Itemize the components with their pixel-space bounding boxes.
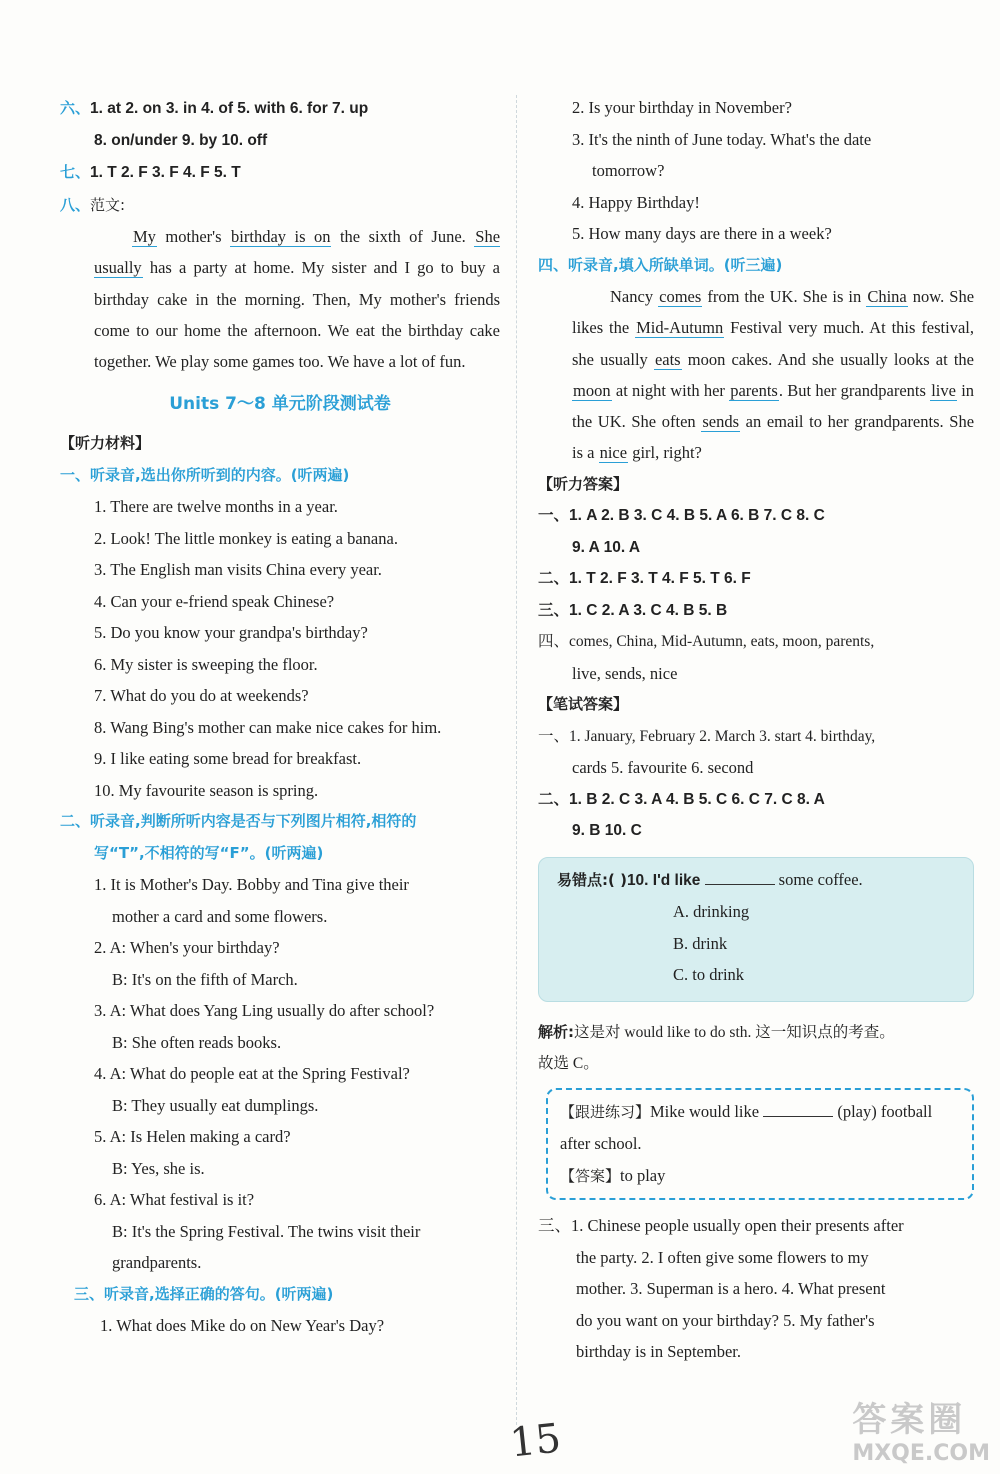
part4-heading: 四、听录音,填入所缺单词。(听三遍) (538, 255, 783, 274)
answer-row: the party. 2. I often give some flowers to my (576, 1247, 869, 1267)
list-item: 5. A: Is Helen making a card? (94, 1127, 291, 1147)
analysis-cont: 故选 C。 (538, 1055, 599, 1073)
part3-heading: 三、听录音,选择正确的答句。(听两遍) (74, 1284, 334, 1303)
list-item: 2. A: When's your birthday? (94, 938, 280, 958)
list-item: 5. Do you know your grandpa's birthday? (94, 623, 368, 643)
part2-heading-cont: 写“T”,不相符的写“F”。(听两遍) (94, 843, 324, 862)
list-item: 6. My sister is sweeping the floor. (94, 654, 318, 674)
follow-up-box: 【跟进练习】Mike would like (play) football after school. 【答案】to play (546, 1088, 974, 1201)
answer-row: birthday is in September. (576, 1342, 741, 1362)
list-item: 8. Wang Bing's mother can make nice cakes for him. (94, 717, 442, 737)
list-item: 3. It's the ninth of June today. What's the date (572, 129, 872, 149)
tip-label: 易错点:( ) (557, 870, 627, 889)
list-item: 10. My favourite season is spring. (94, 780, 319, 800)
list-item: 3. A: What does Yang Ling usually do after school? (94, 1001, 435, 1021)
list-item: 1. There are twelve months in a year. (94, 497, 338, 517)
answer-row: 三、1. Chinese people usually open their presents after (538, 1216, 904, 1236)
list-item: 4. Happy Birthday! (572, 192, 700, 212)
cloze-passage: Nancy comes from the UK. She is in China now. She likes the Mid-Autumn Festival very much. At this festival, she usually eats moon cakes. And she usually looks at the moon at night with her parents. But her grandparents live in the UK. She often sends an email to her grandparents. She is a nice girl, right? (572, 287, 975, 463)
answer-row: mother. 3. Superman is a hero. 4. What present (576, 1279, 886, 1299)
written-answers-label: 【笔试答案】 (538, 695, 629, 714)
list-item: 1. It is Mother's Day. Bobby and Tina give their (94, 875, 409, 895)
model-essay: My mother's birthday is on the sixth of June. She usually has a party at home. My sister and I go to buy a birthday cake in the morning. Then, My mother's friends come to our home the afternoon. We eat the birthday cake together. We play some games too. We have a lot of fun. (94, 227, 501, 372)
part2-items (60, 869, 500, 1279)
column-divider (516, 95, 517, 1425)
list-item: B: She often reads books. (112, 1032, 282, 1052)
listening-answers-label: 【听力答案】 (538, 474, 629, 493)
answer-row: 9. A 10. A (572, 538, 641, 556)
answer-row: do you want on your birthday? 5. My father's (576, 1310, 875, 1330)
answer-row: 一、1. A 2. B 3. C 4. B 5. A 6. B 7. C 8. C (538, 507, 825, 525)
list-item: mother a card and some flowers. (112, 906, 328, 926)
part1-items (60, 491, 500, 806)
answer-row: live, sends, nice (572, 663, 678, 683)
list-item: 2. Look! The little monkey is eating a banana. (94, 528, 398, 548)
answer-row: 9. B 10. C (572, 822, 642, 840)
follow-up-cont: after school. (560, 1134, 642, 1154)
watermark: 答案圈 MXQE.COM (852, 1400, 990, 1466)
answer-q8-label: 八、范文: (60, 195, 126, 214)
answer-q6: 六、1. at 2. on 3. in 4. of 5. with 6. for 7. up (60, 99, 369, 117)
analysis: 解析:这是对 would like to do sth. 这一知识点的考查。 (538, 1022, 895, 1041)
list-item: grandparents. (112, 1253, 202, 1273)
list-item: 3. The English man visits China every year. (94, 560, 382, 580)
option: C. to drink (673, 965, 745, 985)
list-item: 1. What does Mike do on New Year's Day? (100, 1316, 385, 1336)
left-column (60, 92, 500, 1342)
part2-heading: 二、听录音,判断所听内容是否与下列图片相符,相符的 (60, 812, 417, 831)
answer-row: 二、1. B 2. C 3. A 4. B 5. C 6. C 7. C 8. A (538, 790, 825, 808)
page-number: 15 (507, 1415, 564, 1467)
list-item: 2. Is your birthday in November? (572, 98, 792, 117)
answer-row: 三、1. C 2. A 3. C 4. B 5. B (538, 601, 728, 619)
answer-row: 四、comes, China, Mid-Autumn, eats, moon, parents, (538, 633, 875, 651)
list-item: 5. How many days are there in a week? (572, 224, 832, 243)
part1-heading: 一、听录音,选出你所听到的内容。(听两遍) (60, 465, 350, 484)
unit-title: Units 7～8 单元阶段测试卷 (169, 394, 391, 415)
list-item: 9. I like eating some bread for breakfast. (94, 749, 362, 769)
list-item: 7. What do you do at weekends? (94, 686, 309, 706)
list-item: 6. A: What festival is it? (94, 1190, 255, 1210)
answer-row: 一、1. January, February 2. March 3. start 4. birthday, (538, 727, 876, 745)
answer-row: cards 5. favourite 6. second (572, 758, 754, 778)
answer-q6-cont: 8. on/under 9. by 10. off (94, 131, 268, 149)
list-item: 4. A: What do people eat at the Spring Festival? (94, 1064, 410, 1084)
option: B. drink (673, 933, 728, 953)
option: A. drinking (673, 902, 750, 922)
list-item: tomorrow? (592, 161, 665, 180)
answer-q7: 七、1. T 2. F 3. F 4. F 5. T (60, 163, 241, 181)
right-column (538, 92, 974, 1368)
error-prone-box: 易错点:( )10. I'd like some coffee. A. drinking B. drink C. to drink (538, 857, 974, 1002)
listening-material-label: 【听力材料】 (60, 434, 151, 453)
list-item: 4. Can your e-friend speak Chinese? (94, 591, 335, 611)
list-item: B: It's on the fifth of March. (112, 969, 298, 989)
list-item: B: Yes, she is. (112, 1158, 205, 1178)
answer-row: 二、1. T 2. F 3. T 4. F 5. T 6. F (538, 570, 751, 588)
list-item: B: They usually eat dumplings. (112, 1095, 319, 1115)
list-item: B: It's the Spring Festival. The twins visit their (112, 1221, 421, 1241)
